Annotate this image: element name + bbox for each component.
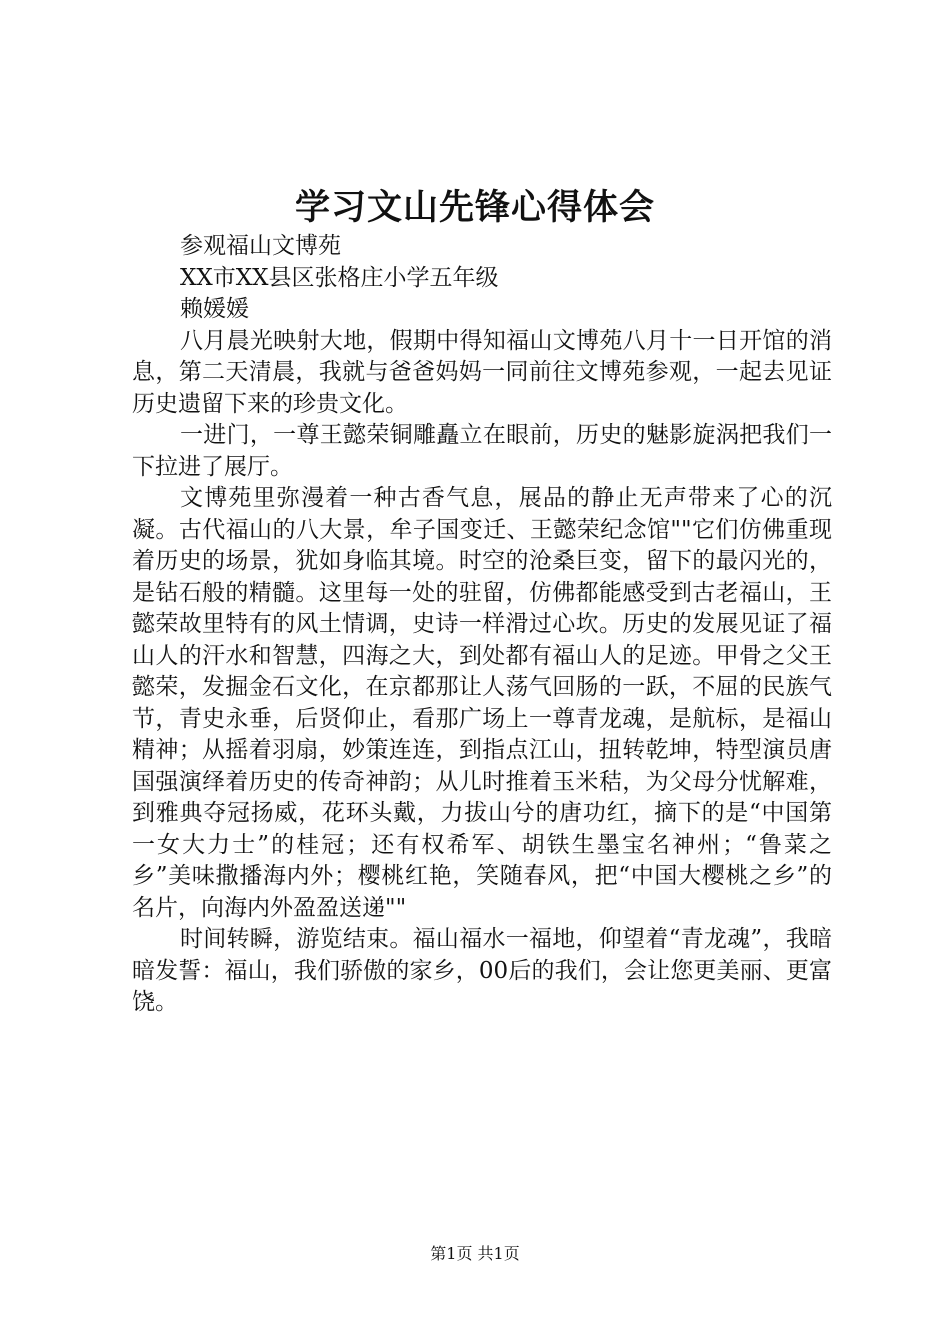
page-footer: 第1页 共1页 xyxy=(430,1244,520,1263)
paragraph: 一进门，一尊王懿荣铜雕矗立在眼前，历史的魅影旋涡把我们一下拉进了展厅。 xyxy=(132,422,832,480)
subtitle-line: 参观福山文博苑 xyxy=(180,233,341,259)
document-body xyxy=(132,231,832,1019)
author-line: 赖媛媛 xyxy=(180,296,249,322)
document-title: 学习文山先锋心得体会 xyxy=(294,188,655,228)
paragraph: 八月晨光映射大地，假期中得知福山文博苑八月十一日开馆的消息，第二天清晨，我就与爸爸妈妈一同前往文博苑参观，一起去见证历史遗留下来的珍贵文化。 xyxy=(132,327,832,417)
paragraph: 时间转瞬，游览结束。福山福水一福地，仰望着“青龙魂”，我暗暗发誓：福山，我们骄傲的家乡，00后的我们，会让您更美丽、更富饶。 xyxy=(132,926,832,1015)
paragraph: 文博苑里弥漫着一种古香气息，展品的静止无声带来了心的沉凝。古代福山的八大景，牟子国变迁、王懿荣纪念馆""它们仿佛重现着历史的场景，犹如身临其境。时空的沧桑巨变，留下的最闪光的，是钻石般的精髓。这里每一处的驻留，仿佛都能感受到古老福山，王懿荣故里特有的风土情调，史诗一样滑过心坎。历史的发展见证了福山人的汗水和智慧，四海之大，到处都有福山人的足迹。甲骨之父王懿荣，发掘金石文化，在京都那让人荡气回肠的一跃，不屈的民族气节，青史永垂，后贤仰止，看那广场上一尊青龙魂，是航标，是福山精神；从摇着羽扇，妙策连连，到指点江山，扭转乾坤，特型演员唐国强演绎着历史的传奇神韵；从儿时推着玉米秸，为父母分忧解难，到雅典夺冠扬威，花环头戴，力拔山兮的唐功红，摘下的是“中国第一女大力士”的桂冠；还有权希军、胡铁生墨宝名神州；“鲁菜之乡”美味撒播海内外；樱桃红艳，笑随春风，把“中国大樱桃之乡”的名片，向海内外盈盈送递"" xyxy=(132,485,832,921)
school-line: XX市XX县区张格庄小学五年级 xyxy=(180,264,499,291)
